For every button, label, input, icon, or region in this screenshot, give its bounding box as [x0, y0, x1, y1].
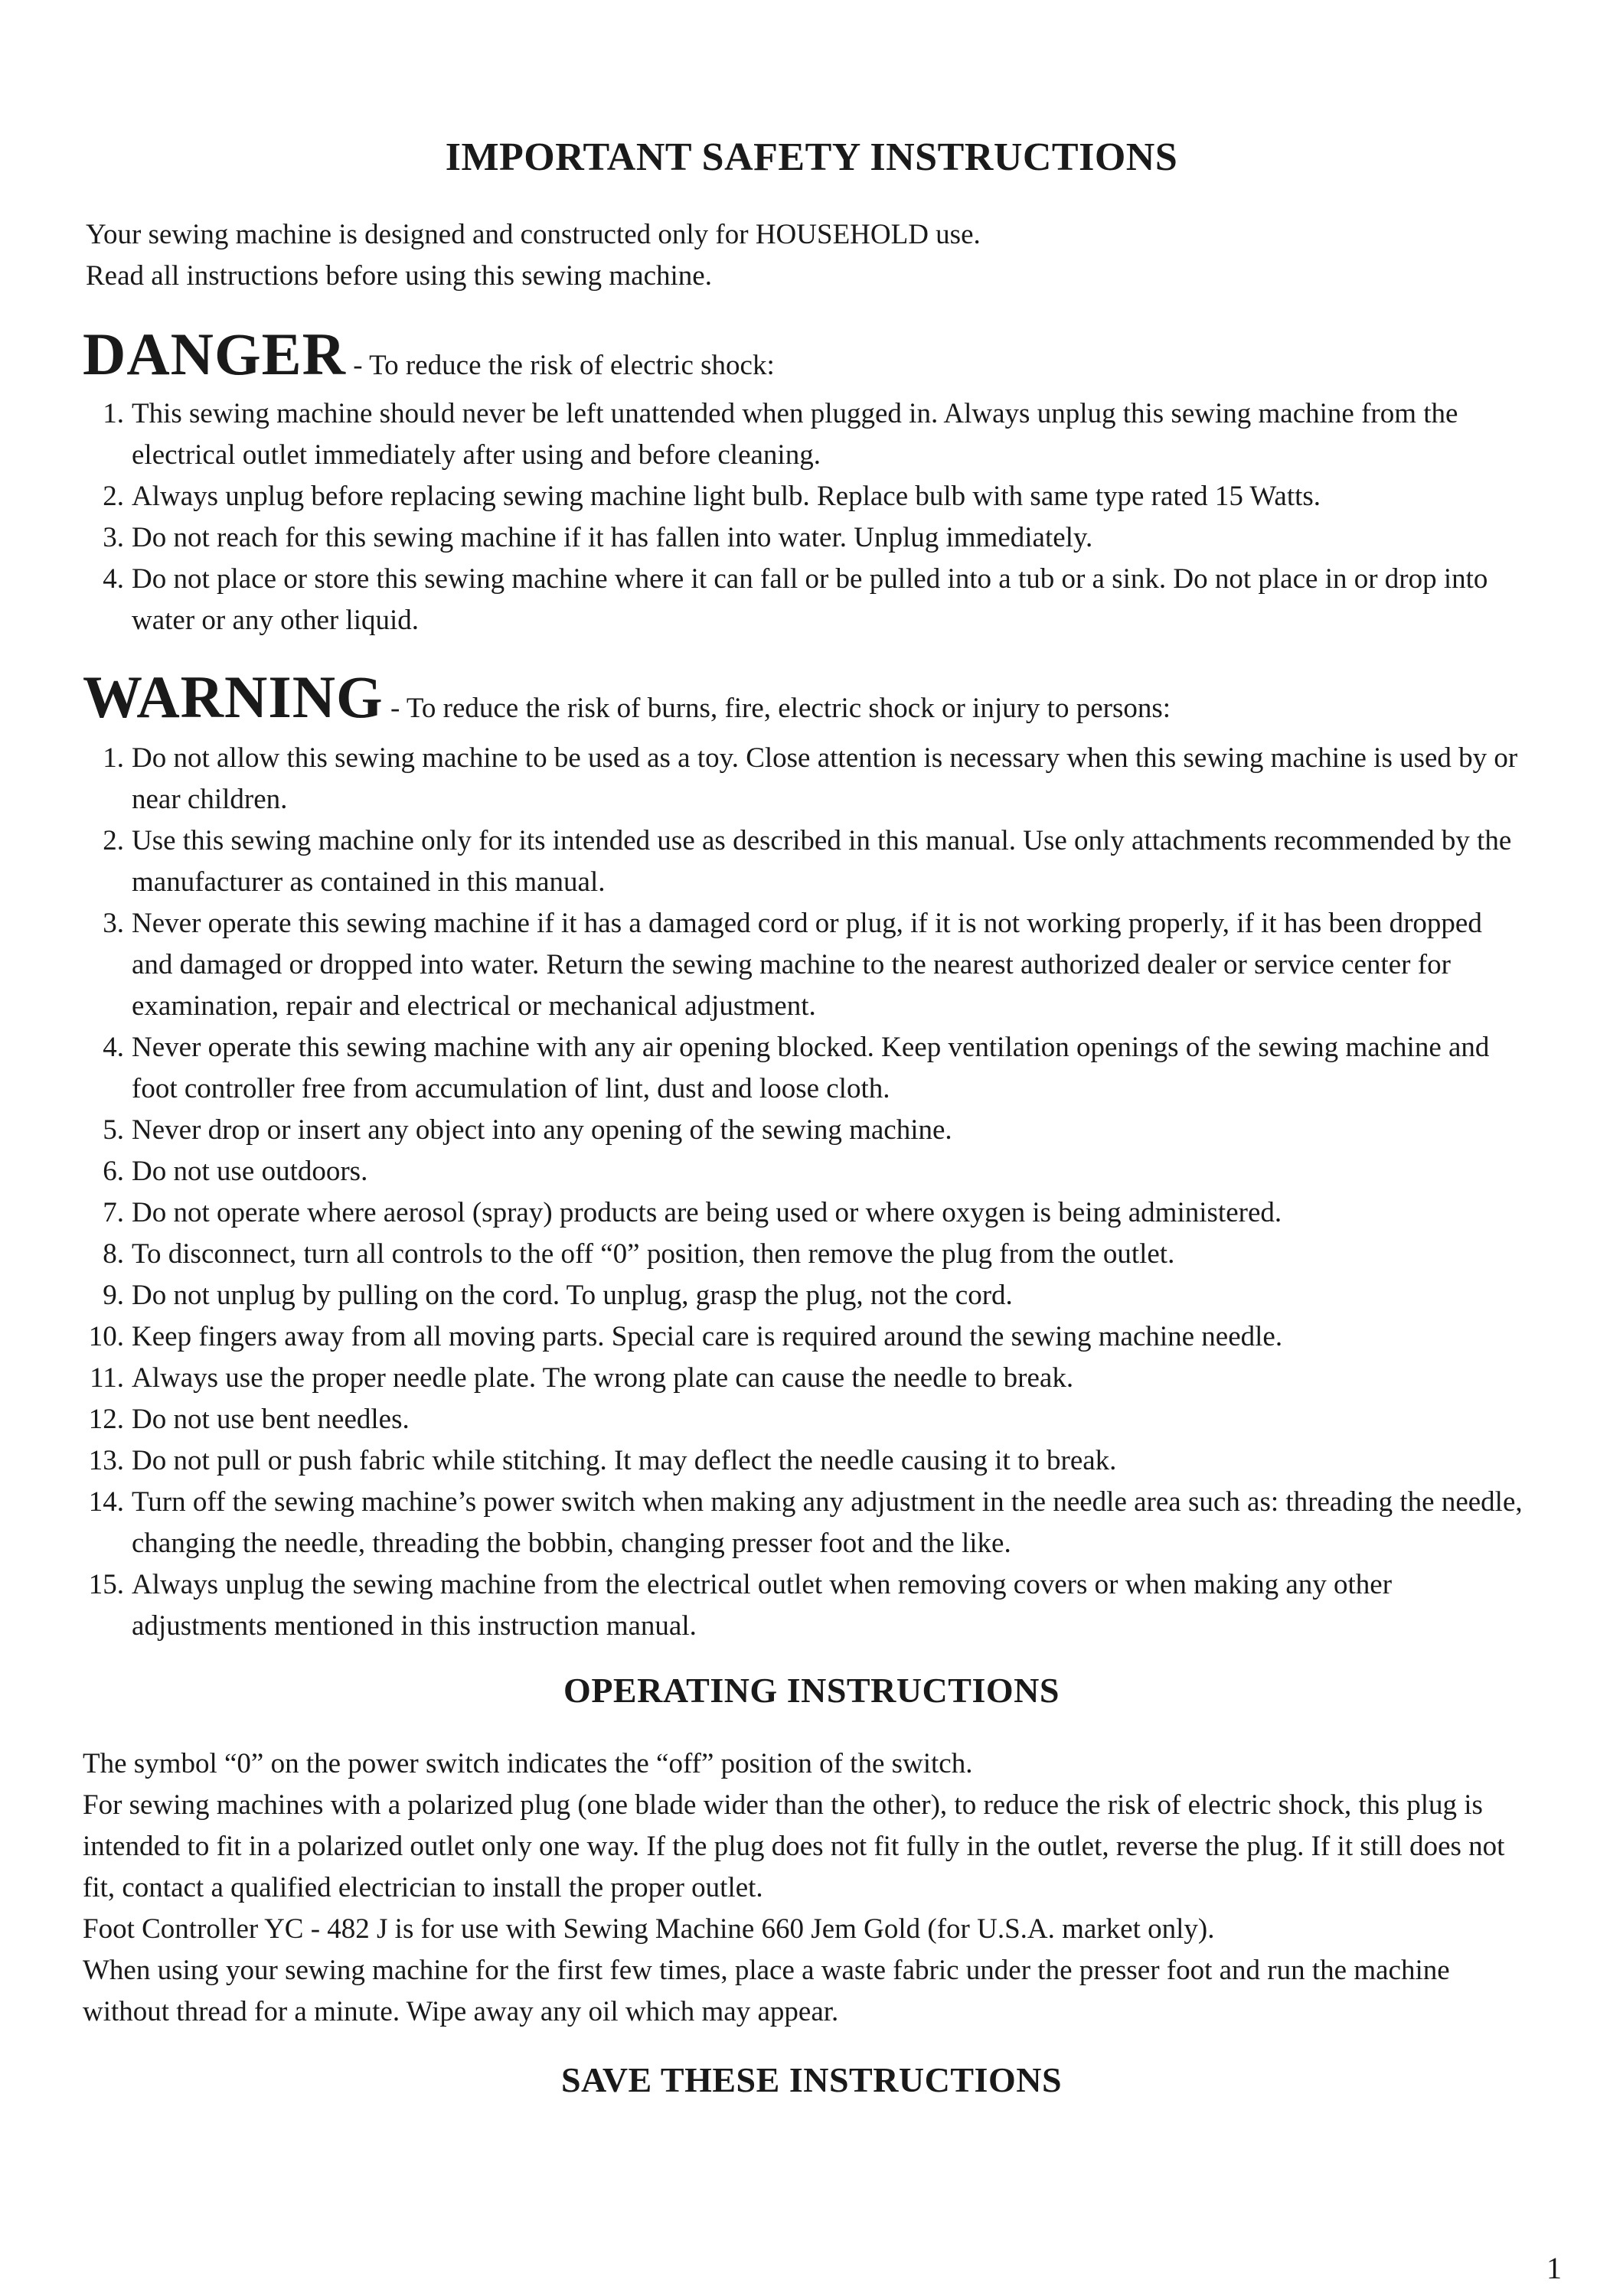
- operating-paragraph: Foot Controller YC - 482 J is for use with Sewing Machine 660 Jem Gold (for U.S.A. market only).: [83, 1913, 1215, 1945]
- intro-line-2: Read all instructions before using this sewing machine.: [86, 260, 712, 292]
- list-item: 10. Keep fingers away from all moving parts. Special care is required around the sewing machine needle.: [88, 1321, 1283, 1352]
- warning-list: [86, 738, 1525, 1647]
- list-item: 7. Do not operate where aerosol (spray) products are being used or where oxygen is being administered.: [103, 1197, 1282, 1228]
- intro-line-1: Your sewing machine is designed and constructed only for HOUSEHOLD use.: [86, 219, 981, 250]
- operating-paragraph: The symbol “0” on the power switch indicates the “off” position of the switch.: [83, 1748, 973, 1779]
- save-title: SAVE THESE INSTRUCTIONS: [560, 2060, 1063, 2099]
- warning-subtitle: - To reduce the risk of burns, fire, electric shock or injury to persons:: [383, 693, 1171, 724]
- list-item: 11. Always use the proper needle plate. The wrong plate can cause the needle to break.: [90, 1362, 1074, 1394]
- safety-title: IMPORTANT SAFETY INSTRUCTIONS: [445, 135, 1178, 179]
- list-item: 1. This sewing machine should never be left unattended when plugged in. Always unplug this sewing machine from the electrical outlet immediately after using and before cleaning.: [103, 398, 1458, 471]
- danger-subtitle: - To reduce the risk of electric shock:: [346, 350, 775, 381]
- danger-heading: [83, 320, 775, 389]
- list-item: 6. Do not use outdoors.: [103, 1156, 368, 1187]
- list-item: 8. To disconnect, turn all controls to the off “0” position, then remove the plug from the outlet.: [103, 1238, 1175, 1270]
- warning-heading: [83, 663, 1171, 732]
- list-item: 3. Do not reach for this sewing machine if it has fallen into water. Unplug immediately.: [103, 522, 1093, 553]
- warning-word: WARNING: [83, 664, 384, 730]
- list-item: 2. Always unplug before replacing sewing machine light bulb. Replace bulb with same type rated 15 Watts.: [103, 481, 1321, 512]
- operating-title: OPERATING INSTRUCTIONS: [563, 1671, 1060, 1710]
- intro-text: [86, 214, 1540, 297]
- danger-word: DANGER: [83, 321, 347, 387]
- list-item: 5. Never drop or insert any object into any opening of the sewing machine.: [103, 1114, 952, 1146]
- list-item: 15. Always unplug the sewing machine from the electrical outlet when removing covers or when making any other adjustments mentioned in this instruction manual.: [88, 1569, 1393, 1642]
- list-item: 4. Never operate this sewing machine with any air opening blocked. Keep ventilation openings of the sewing machine and foot controller free from accumulation of lint, dust and loose cloth.: [103, 1032, 1490, 1104]
- operating-paragraph: When using your sewing machine for the first few times, place a waste fabric under the presser foot and run the machine without thread for a minute. Wipe away any oil which may appear.: [83, 1955, 1450, 2027]
- list-item: 3. Never operate this sewing machine if it has a damaged cord or plug, if it is not working properly, if it has been dropped and damaged or dropped into water. Return the sewing machine to the nearest authorized dealer or service center for examination, repair and electrical or mechanical adjustment.: [103, 908, 1482, 1022]
- list-item: 9. Do not unplug by pulling on the cord. To unplug, grasp the plug, not the cord.: [103, 1280, 1013, 1311]
- list-item: 13. Do not pull or push fabric while stitching. It may deflect the needle causing it to break.: [88, 1445, 1117, 1476]
- list-item: 14. Turn off the sewing machine’s power switch when making any adjustment in the needle area such as: threading the needle, changing the needle, threading the bobbin, changing presser foot and the like.: [88, 1486, 1523, 1559]
- list-item: 1. Do not allow this sewing machine to be used as a toy. Close attention is necessary when this sewing machine is used by or near children.: [103, 742, 1518, 815]
- list-item: 12. Do not use bent needles.: [88, 1404, 410, 1435]
- list-item: 4. Do not place or store this sewing machine where it can fall or be pulled into a tub or a sink. Do not place in or drop into water or any other liquid.: [103, 563, 1488, 636]
- list-item: 2. Use this sewing machine only for its intended use as described in this manual. Use only attachments recommended by the manufacturer as contained in this manual.: [103, 825, 1512, 898]
- operating-text: [83, 1743, 1537, 2033]
- danger-list: [86, 393, 1525, 641]
- operating-paragraph: For sewing machines with a polarized plug (one blade wider than the other), to reduce the risk of electric shock, this plug is intended to fit in a polarized outlet only one way. If the plug does not fit fully in the outlet, reverse the plug. If it still does not fit, contact a qualified electrician to install the proper outlet.: [83, 1789, 1505, 1903]
- page-number: 1: [1546, 2251, 1562, 2285]
